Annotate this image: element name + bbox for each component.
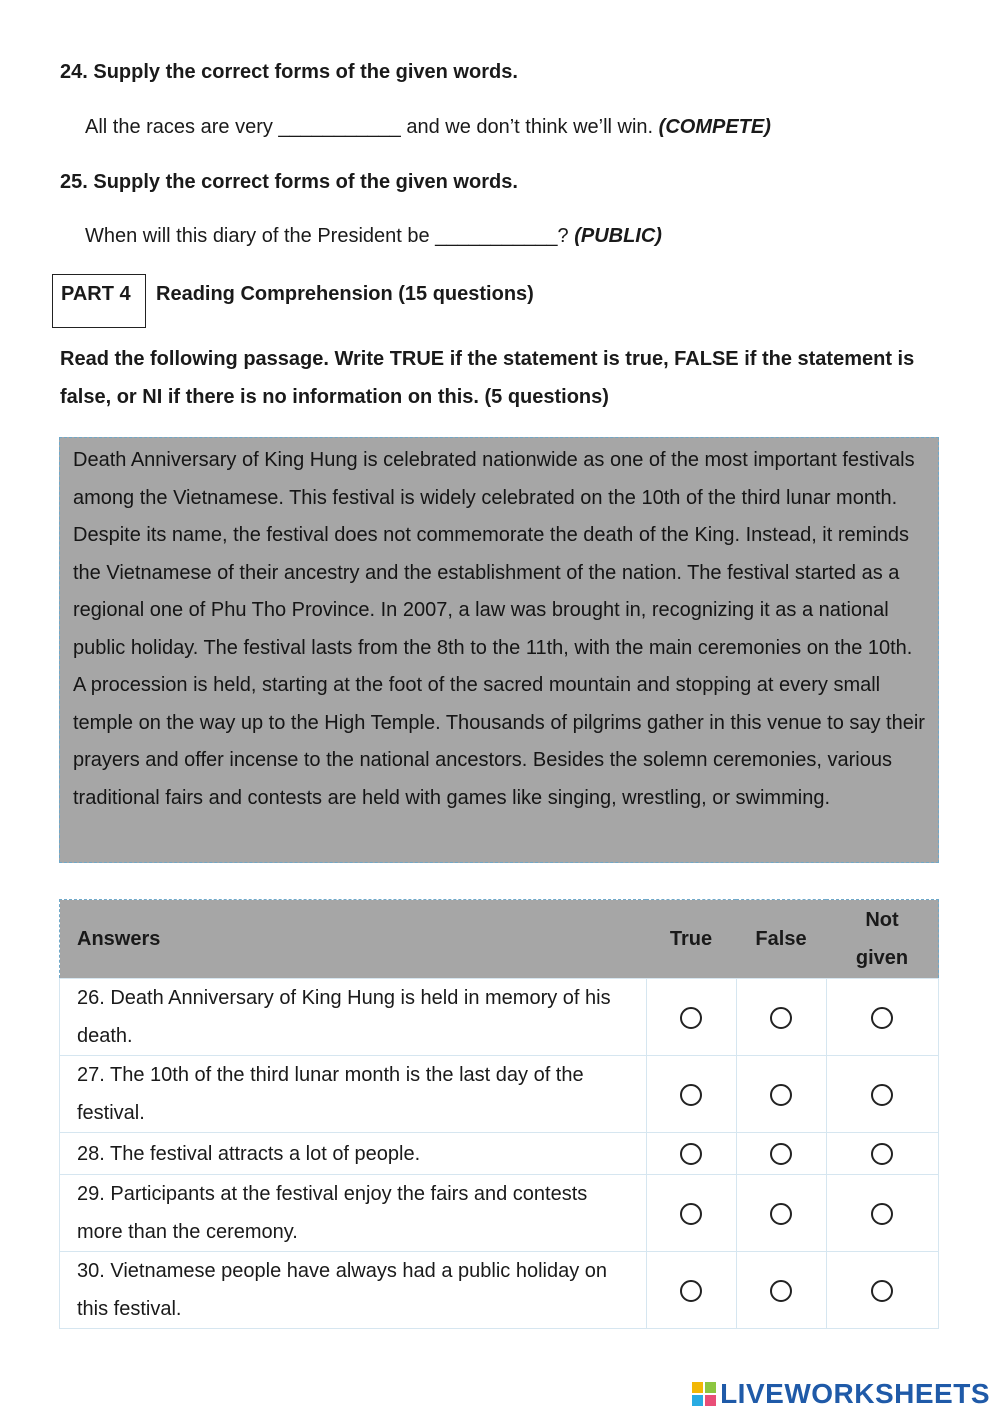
radio-26-true[interactable] xyxy=(680,1007,702,1029)
table-row xyxy=(60,1133,939,1175)
cell-27-true xyxy=(646,1056,736,1133)
liveworksheets-logo xyxy=(692,1377,990,1411)
cell-28-true xyxy=(646,1133,736,1175)
reading-passage: Death Anniversary of King Hung is celebrated nationwide as one of the most important festivals among the Vietnamese. This festival is widely celebrated on the 10th of the third lunar month. Despite its name, the festival does not commemorate the death of the King. Instead, it reminds the Vietnamese of their ancestry and the establishment of the nation. The festival started as a regional one of Phu Tho Province. In 2007, a law was brought in, recognizing it as a national public holiday. The festival lasts from the 8th to the 11th, with the main ceremonies on the 10th. A procession is held, starting at the foot of the sacred mountain and stopping at every small temple on the way up to the High Temple. Thousands of pilgrims gather in this venue to say their prayers and offer incense to the national ancestors. Besides the solemn ceremonies, various traditional fairs and contests are held with games like singing, wrestling, or swimming. xyxy=(59,437,939,863)
answer-table xyxy=(59,899,939,1329)
cell-26-true xyxy=(646,979,736,1056)
table-row xyxy=(60,1252,939,1329)
statement-29: 29. Participants at the festival enjoy the fairs and contests more than the ceremony. xyxy=(60,1175,647,1252)
question-25-text: When will this diary of the President be ___________? xyxy=(85,225,575,247)
cell-26-not-given xyxy=(826,979,939,1056)
logo-mark-square xyxy=(705,1382,716,1393)
radio-26-not-given[interactable] xyxy=(871,1007,893,1029)
question-24-text: All the races are very ___________ and we don’t think we’ll win. xyxy=(85,116,659,138)
radio-26-false[interactable] xyxy=(770,1007,792,1029)
cell-29-true xyxy=(646,1175,736,1252)
header-true: True xyxy=(646,900,736,979)
radio-27-true[interactable] xyxy=(680,1084,702,1106)
radio-30-false[interactable] xyxy=(770,1280,792,1302)
cell-28-false xyxy=(736,1133,826,1175)
question-24-heading: 24. Supply the correct forms of the given words. xyxy=(60,61,518,83)
radio-28-not-given[interactable] xyxy=(871,1143,893,1165)
radio-29-false[interactable] xyxy=(770,1203,792,1225)
cell-27-not-given xyxy=(826,1056,939,1133)
cell-29-false xyxy=(736,1175,826,1252)
cell-28-not-given xyxy=(826,1133,939,1175)
header-answers: Answers xyxy=(60,900,647,979)
table-row xyxy=(60,1056,939,1133)
table-row xyxy=(60,979,939,1056)
radio-29-true[interactable] xyxy=(680,1203,702,1225)
header-false: False xyxy=(736,900,826,979)
logo-mark-icon xyxy=(692,1382,716,1406)
logo-mark-square xyxy=(692,1382,703,1393)
instructions: Read the following passage. Write TRUE if the statement is true, FALSE if the statement is false, or NI if there is no information on this. (5 questions) xyxy=(60,348,915,408)
statement-28: 28. The festival attracts a lot of people. xyxy=(60,1133,647,1175)
logo-mark-square xyxy=(705,1395,716,1406)
cell-27-false xyxy=(736,1056,826,1133)
radio-29-not-given[interactable] xyxy=(871,1203,893,1225)
cell-29-not-given xyxy=(826,1175,939,1252)
question-25-sentence xyxy=(85,225,662,248)
question-24-hint: (COMPETE) xyxy=(658,116,771,138)
cell-30-not-given xyxy=(826,1252,939,1329)
header-not-given: Not given xyxy=(826,900,939,979)
statement-26: 26. Death Anniversary of King Hung is held in memory of his death. xyxy=(60,979,647,1056)
logo-wordmark: LIVEWORKSHEETS xyxy=(720,1378,990,1409)
cell-26-false xyxy=(736,979,826,1056)
statement-30: 30. Vietnamese people have always had a public holiday on this festival. xyxy=(60,1252,647,1329)
answer-table-header xyxy=(60,900,939,979)
cell-30-false xyxy=(736,1252,826,1329)
cell-30-true xyxy=(646,1252,736,1329)
logo-mark-square xyxy=(692,1395,703,1406)
radio-28-true[interactable] xyxy=(680,1143,702,1165)
question-24-sentence xyxy=(85,116,771,139)
part-title: Reading Comprehension (15 questions) xyxy=(156,283,534,305)
radio-28-false[interactable] xyxy=(770,1143,792,1165)
radio-30-true[interactable] xyxy=(680,1280,702,1302)
radio-30-not-given[interactable] xyxy=(871,1280,893,1302)
question-25-hint: (PUBLIC) xyxy=(574,225,662,247)
statement-27: 27. The 10th of the third lunar month is the last day of the festival. xyxy=(60,1056,647,1133)
table-row xyxy=(60,1175,939,1252)
radio-27-false[interactable] xyxy=(770,1084,792,1106)
part-label-box: PART 4 xyxy=(52,274,146,328)
question-25-heading: 25. Supply the correct forms of the given words. xyxy=(60,171,518,193)
radio-27-not-given[interactable] xyxy=(871,1084,893,1106)
